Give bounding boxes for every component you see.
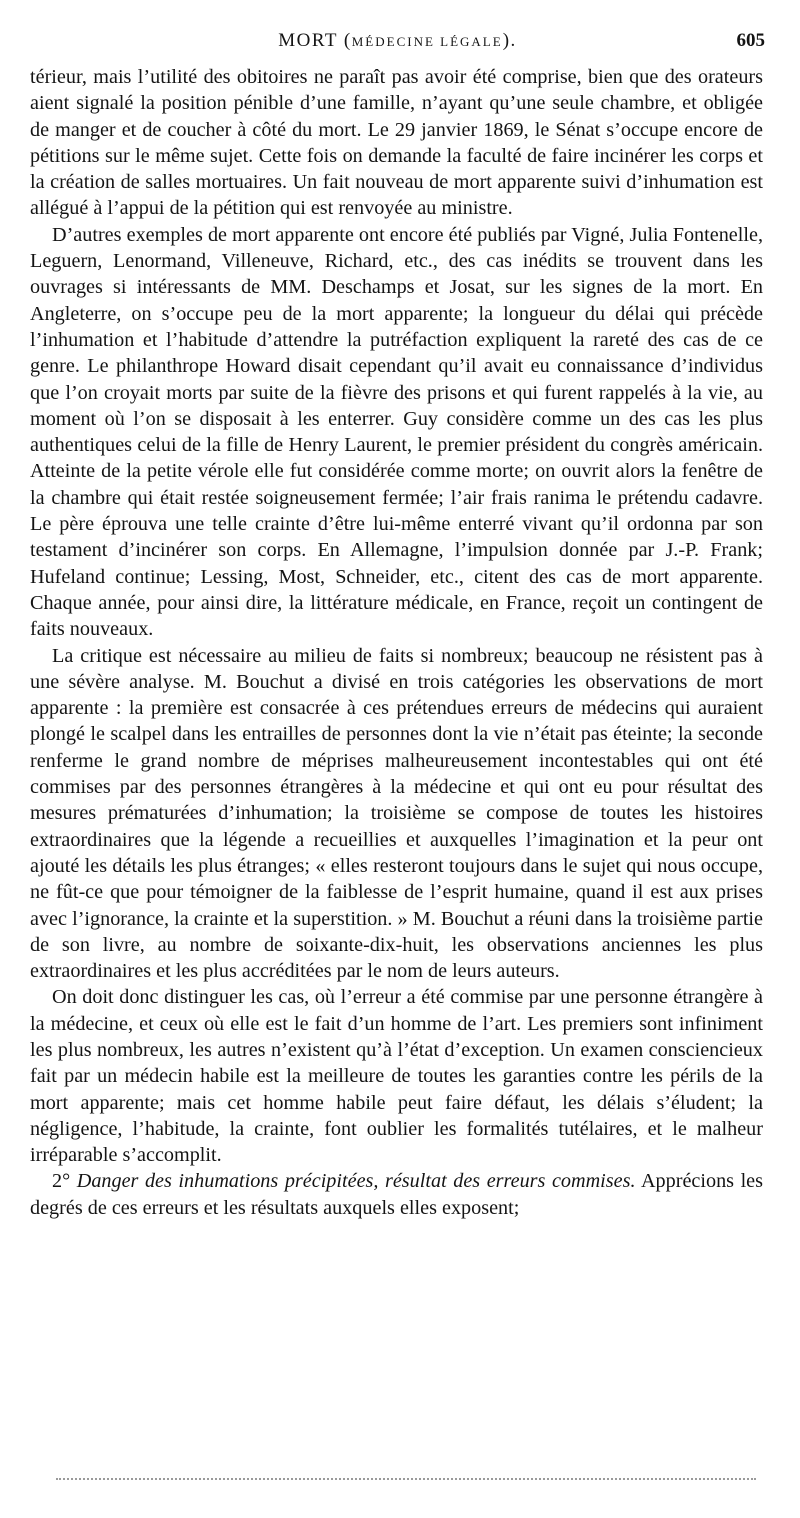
body-text: [30, 64, 763, 1221]
page-number: 605: [736, 30, 765, 51]
running-title-main: MORT (: [278, 30, 352, 51]
paragraph-1: térieur, mais l’utilité des obitoires ne paraît pas avoir été comprise, bien que des orateurs aient signalé la position pénible d’une famille, n’ayant qu’une seule chambre, et obligée de manger et de coucher à côté du mort. Le 29 janvier 1869, le Sénat s’occupe encore de pétitions sur le même sujet. Cette fois on demande la faculté de faire incinérer les corps et la création de salles mortuaires. Un fait nouveau de mort apparente suivi d’inhumation est allégué à l’appui de la pétition qui est renvoyée au ministre.: [30, 66, 763, 220]
paragraph-5: [30, 1168, 763, 1221]
section-text: Apprécions les degrés de ces erreurs et les résultats auxquels elles exposent;: [30, 1170, 763, 1219]
running-title-end: ).: [502, 30, 517, 51]
running-head: [30, 30, 765, 58]
paragraph-3: La critique est nécessaire au milieu de faits si nombreux; beaucoup ne résistent pas à une sévère analyse. M. Bouchut a divisé en trois catégories les observations de mort apparente : la première est consacrée à ces prétendues erreurs de médecins qui auraient plongé le scalpel dans les entrailles de personnes dont la vie n’était pas éteinte; la seconde renferme le grand nombre de méprises malheureusement incontestables qui ont été commises par des personnes étrangères à la médecine et qui ont eu pour résultat des mesures prématurées d’inhumation; la troisième se compose de toutes les histoires extraordinaires que la légende a recueillies et auxquelles l’imagination et la peur ont ajouté les détails les plus étranges; « elles resteront toujours dans le sujet qui nous occupe, ne fût-ce que pour témoigner de la faiblesse de l’esprit humaine, quand il est aux prises avec l’ignorance, la crainte et la superstition. » M. Bouchut a réuni dans la troisième partie de son livre, au nombre de soixante-dix-huit, les observations anciennes les plus extraordinaires et les plus accréditées par le nom de leurs auteurs.: [30, 644, 763, 983]
paragraph-2: D’autres exemples de mort apparente ont encore été publiés par Vigné, Julia Fontenelle, Leguern, Lenormand, Villeneuve, Richard, etc., des cas inédits se trouvent dans les ouvrages si intéressants de MM. Deschamps et Josat, sur les signes de la mort. En Angleterre, on s’occupe peu de la mort apparente; la longueur du délai qui précède l’inhumation et l’habitude d’attendre la putréfaction expliquent la rareté des cas de ce genre. Le philanthrope Howard disait cependant qu’il avait eu connaissance d’individus que l’on croyait morts par suite de la fièvre des prisons et qui furent rappelés à la vie, au moment où l’on se disposait à les enterrer. Guy considère comme un des cas les plus authentiques celui de la fille de Henry Laurent, le premier président du congrès américain. Atteinte de la petite vérole elle fut considérée comme morte; on ouvrit alors la fenêtre de la chambre qui était restée soigneusement fermée; l’air frais ranima le prétendu cadavre. Le père éprouva une telle crainte d’être lui-même enterré vivant qu’il ordonna par son testament d’incinérer son corps. En Allemagne, l’impulsion donnée par J.-P. Frank; Hufeland continue; Lessing, Most, Schneider, etc., citent des cas de mort apparente. Chaque année, pour ainsi dire, la littérature médicale, en France, reçoit un contingent de faits nouveaux.: [30, 223, 763, 641]
section-number: 2°: [52, 1170, 71, 1193]
running-title-subject: MÉDECINE LÉGALE: [351, 34, 503, 49]
running-title: [30, 30, 765, 52]
section-heading: Danger des inhumations précipitées, résultat des erreurs commises.: [76, 1170, 636, 1193]
footer-dotted-rule: [56, 1478, 756, 1480]
paragraph-4: On doit donc distinguer les cas, où l’erreur a été commise par une personne étrangère à la médecine, et ceux où elle est le fait d’un homme de l’art. Les premiers sont infiniment les plus nombreux, les autres n’existent qu’à l’état d’exception. Un examen consciencieux fait par un médecin habile est la meilleure de toutes les garanties contre les périls de la mort apparente; mais cet homme habile peut faire défaut, les délais s’éludent; la négligence, l’habitude, la crainte, font oublier les formalités tutélaires, et le malheur irréparable s’accomplit.: [30, 986, 763, 1167]
